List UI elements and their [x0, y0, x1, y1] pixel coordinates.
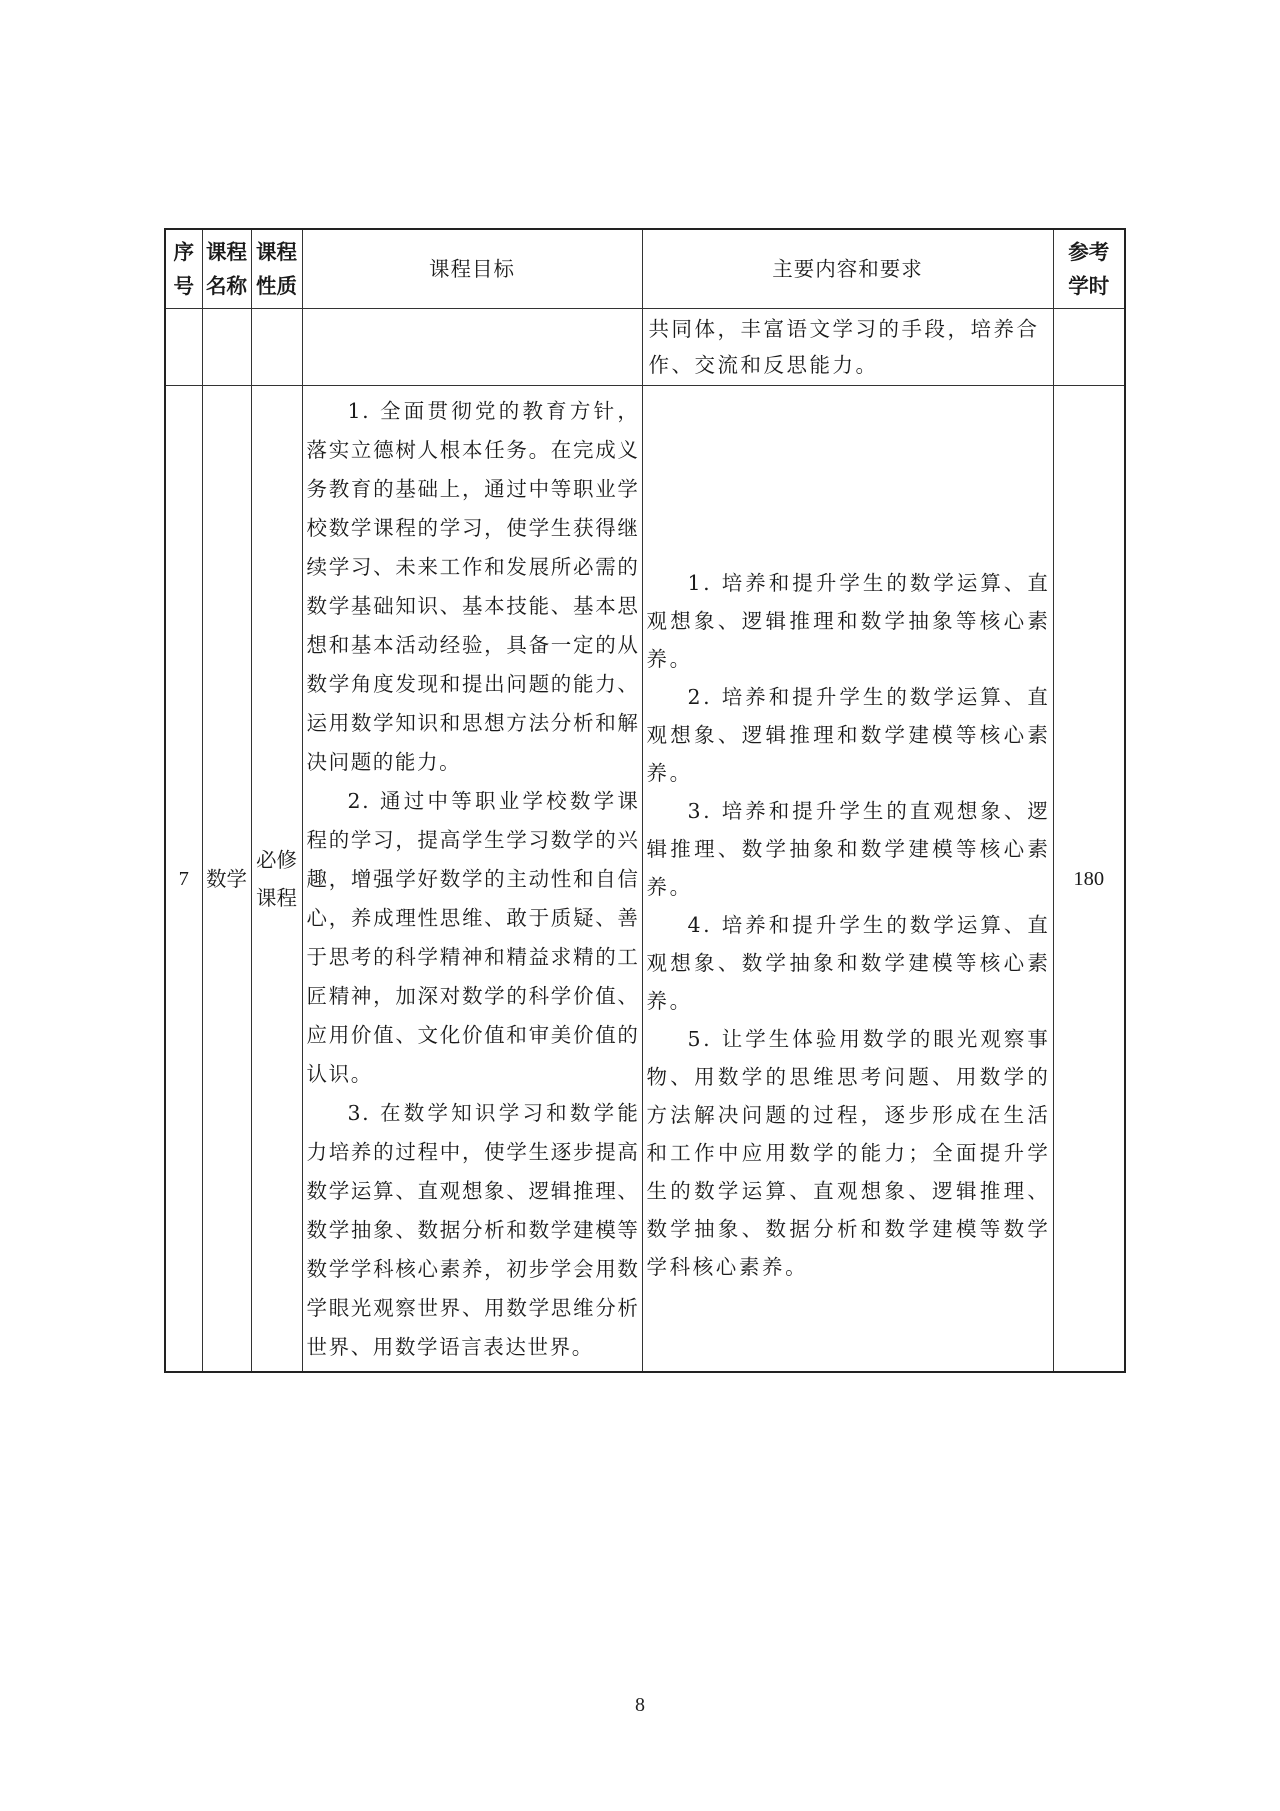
cell-name-empty	[202, 309, 251, 386]
goal-paragraph-2: 2. 通过中等职业学校数学课程的学习，提高学生学习数学的兴趣，增强学好数学的主动性和自信心，养成理性思维、敢于质疑、善于思考的科学精神和精益求精的工匠精神，加深对数学的科学价值、应用价值、文化价值和审美价值的认识。	[306, 789, 640, 1086]
cell-goals	[302, 386, 642, 1373]
cell-goals-empty	[302, 309, 642, 386]
content-list	[647, 564, 1051, 1286]
cell-seq-empty	[165, 309, 202, 386]
page-number: 8	[635, 1694, 645, 1716]
header-content: 主要内容和要求	[642, 229, 1053, 309]
header-course-type-line-2: 性质	[256, 274, 297, 298]
goal-paragraph-3: 3. 在数学知识学习和数学能力培养的过程中，使学生逐步提高数学运算、直观想象、逻辑推理、数学抽象、数据分析和数学建模等数学学科核心素养，初步学会用数学眼光观察世界、用数学思维分析世界、用数学语言表达世界。	[306, 1101, 640, 1359]
header-course-type-line-1: 课程	[256, 240, 297, 264]
table-row-continued	[165, 309, 1125, 386]
header-course-name	[202, 229, 251, 309]
header-goals: 课程目标	[302, 229, 642, 309]
content-paragraph-4: 4. 培养和提升学生的数学运算、直观想象、数学抽象和数学建模等核心素养。	[646, 913, 1051, 1013]
cell-course-name: 数学	[202, 386, 251, 1373]
header-course-name-line-2: 名称	[206, 274, 247, 298]
header-seq-line-2: 号	[173, 274, 194, 298]
header-course-name-line-1: 课程	[206, 240, 247, 264]
content-paragraph-2: 2. 培养和提升学生的数学运算、直观想象、逻辑推理和数学建模等核心素养。	[646, 685, 1051, 785]
table-row-math	[165, 386, 1125, 1373]
cell-content-continued	[642, 309, 1053, 386]
header-seq	[165, 229, 202, 309]
cell-content	[642, 386, 1053, 1373]
header-course-type	[251, 229, 302, 309]
continued-content-text: 共同体，丰富语文学习的手段，培养合作、交流和反思能力。	[648, 317, 1040, 377]
content-paragraph-5: 5. 让学生体验用数学的眼光观察事物、用数学的思维思考问题、用数学的方法解决问题的过程，逐步形成在生活和工作中应用数学的能力；全面提升学生的数学运算、直观想象、逻辑推理、数学抽象、数据分析和数学建模等数学学科核心素养。	[646, 1027, 1051, 1279]
goal-paragraph-1: 1. 全面贯彻党的教育方针，落实立德树人根本任务。在完成义务教育的基础上，通过中等职业学校数学课程的学习，使学生获得继续学习、未来工作和发展所必需的数学基础知识、基本技能、基本思想和基本活动经验，具备一定的从数学角度发现和提出问题的能力、运用数学知识和思想方法分析和解决问题的能力。	[306, 399, 640, 774]
cell-hours: 180	[1053, 386, 1125, 1373]
header-hours	[1053, 229, 1125, 309]
header-hours-line-1: 参考	[1068, 240, 1110, 264]
header-hours-line-2: 学时	[1068, 274, 1110, 298]
cell-hours-empty	[1053, 309, 1125, 386]
cell-type-empty	[251, 309, 302, 386]
cell-course-type	[251, 386, 302, 1373]
content-paragraph-1: 1. 培养和提升学生的数学运算、直观想象、逻辑推理和数学抽象等核心素养。	[646, 571, 1051, 671]
course-type-line-2: 课程	[256, 885, 297, 910]
content-paragraph-3: 3. 培养和提升学生的直观想象、逻辑推理、数学抽象和数学建模等核心素养。	[646, 799, 1051, 899]
cell-seq: 7	[165, 386, 202, 1373]
table-header-row	[165, 229, 1125, 309]
course-type-line-1: 必修	[256, 847, 297, 872]
course-table	[164, 228, 1126, 1373]
header-seq-line-1: 序	[173, 240, 194, 264]
